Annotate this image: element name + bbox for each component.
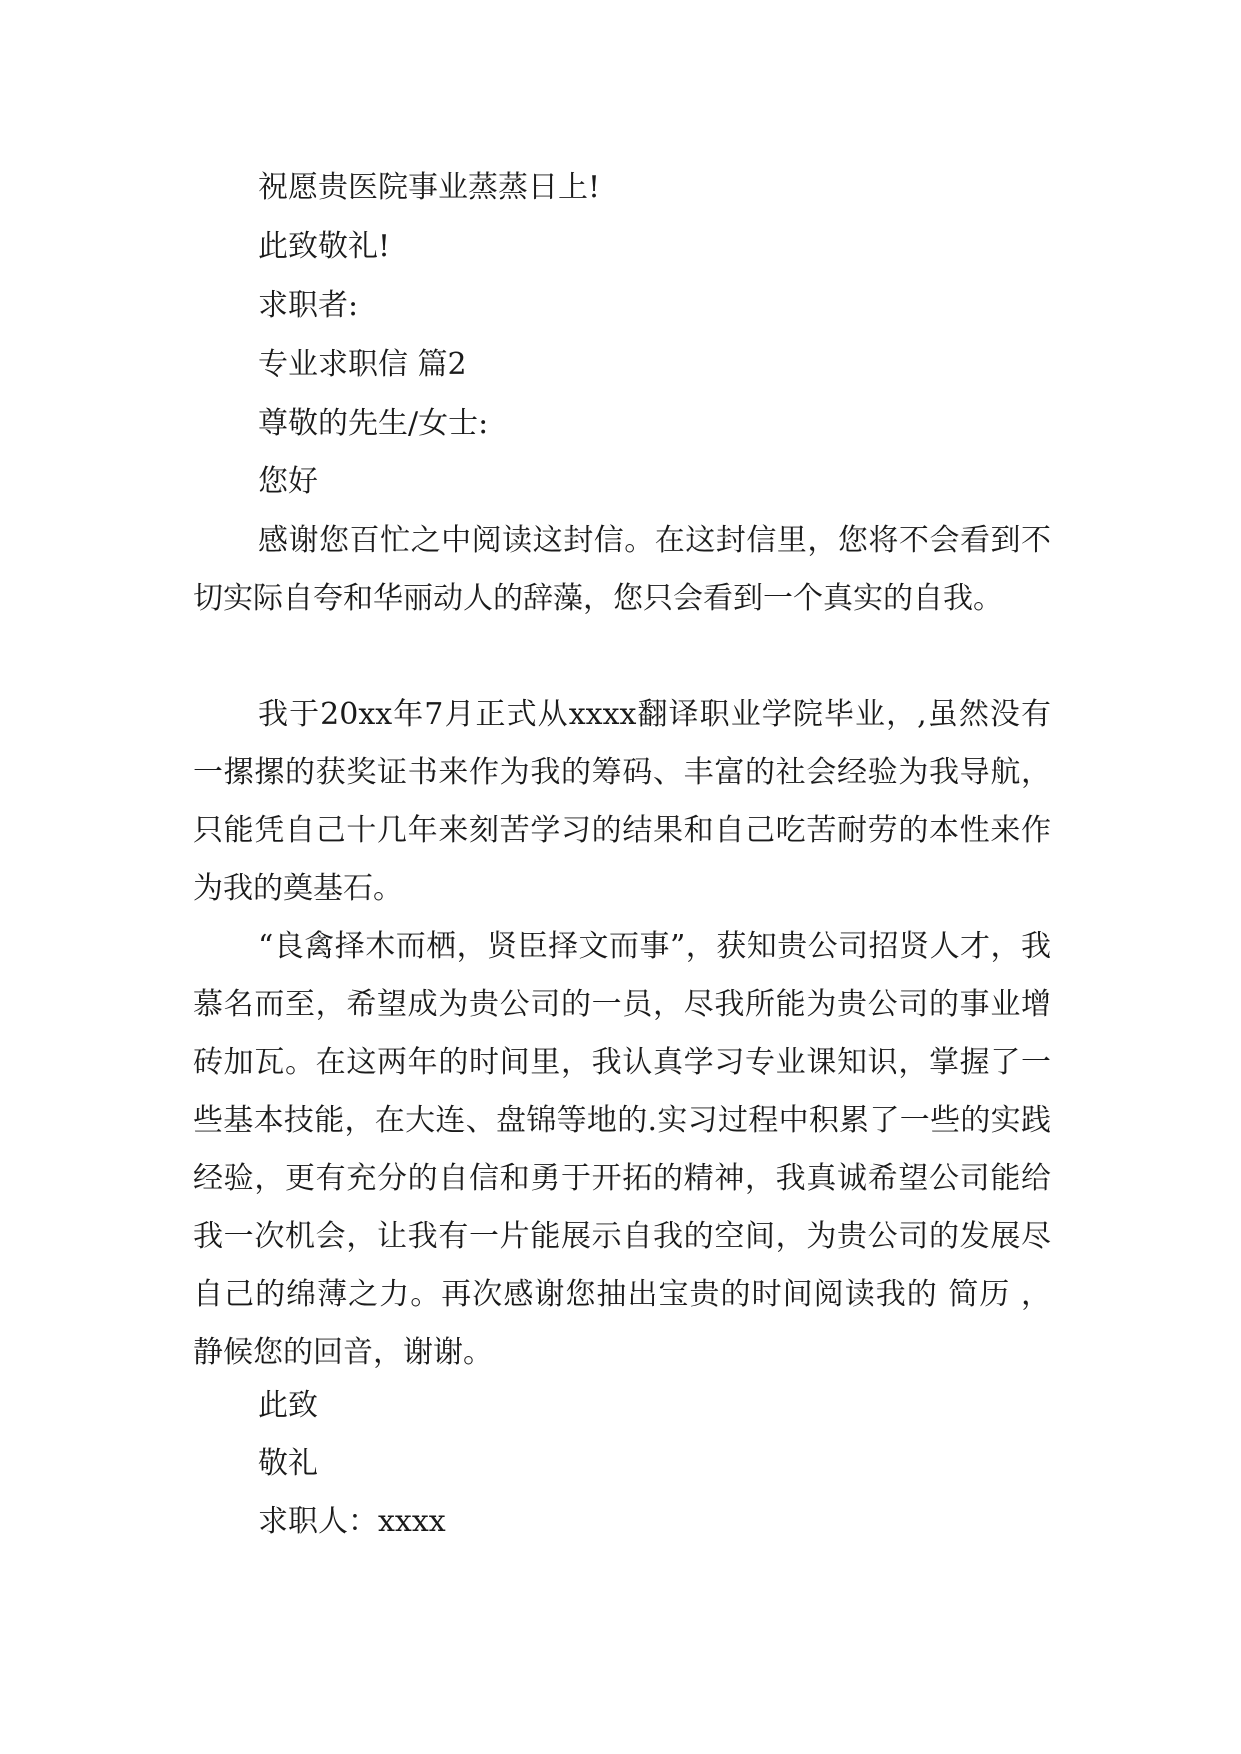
salutation-close: 此致敬礼! <box>258 229 391 264</box>
hello-line: 您好 <box>258 464 318 499</box>
paragraph-3: “良禽择木而栖，贤臣择文而事”，获知贵公司招贤人才，我慕名而至，希望成为贵公司的一员，尽我所能为贵公司的事业增砖加瓦。在这两年的时间里，我认真学习专业课知识，掌握了一些基本技能，在大连、盘锦等地的.实习过程中积累了一些的实践经验，更有充分的自信和勇于开拓的精神，我真诚希望公司能给我一次机会，让我有一片能展示自我的空间，为贵公司的发展尽自己的绵薄之力。再次感谢您抽出宝贵的时间阅读我的 简历 ，静候您的回音，谢谢。 <box>193 929 1051 1370</box>
applicant-label: 求职者: <box>258 288 359 323</box>
paragraph-1: 感谢您百忙之中阅读这封信。在这封信里，您将不会看到不切实际自夸和华丽动人的辞藻，您只会看到一个真实的自我。 <box>193 523 1051 616</box>
applicant-signature: 求职人：xxxx <box>258 1504 446 1539</box>
closing-2: 敬礼 <box>258 1446 318 1481</box>
closing-1: 此致 <box>258 1388 318 1423</box>
section-title: 专业求职信 篇2 <box>258 347 467 382</box>
paragraph-2: 我于20xx年7月正式从xxxx翻译职业学院毕业，,虽然没有一摞摞的获奖证书来作为我的筹码、丰富的社会经验为我导航，只能凭自己十几年来刻苦学习的结果和自己吃苦耐劳的本性来作为我的奠基石。 <box>193 697 1051 906</box>
greeting: 尊敬的先生/女士: <box>258 406 489 441</box>
closing-wish: 祝愿贵医院事业蒸蒸日上! <box>258 170 601 205</box>
